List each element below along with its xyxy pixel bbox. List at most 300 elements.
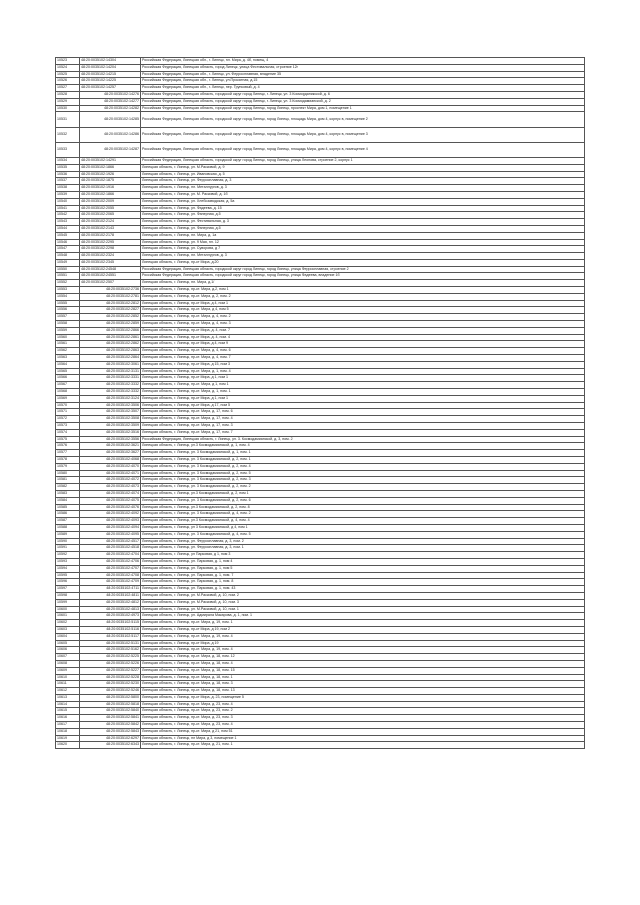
cadastral-number-cell: 48:20:0035102:4073 <box>80 484 141 491</box>
cadastral-number-cell: 48:20:0035102:1875 <box>80 178 141 185</box>
table-row <box>56 198 585 205</box>
cadastral-number-cell: 48:20:0035102:2862 <box>80 341 141 348</box>
row-number-cell: 10599 <box>56 599 80 606</box>
table-row <box>56 626 585 633</box>
row-number-cell: 10558 <box>56 321 80 328</box>
cadastral-number-cell: 48:20:0035102:2324 <box>80 253 141 260</box>
table-row <box>56 382 585 389</box>
cadastral-number-cell: 48:20:0035102:2736 <box>80 287 141 294</box>
row-number-cell: 10564 <box>56 361 80 368</box>
table-row <box>56 497 585 504</box>
cadastral-number-cell: 48:20:0035102:5227 <box>80 667 141 674</box>
address-cell: Липецкая область, г. Липецк, ул Парковая, д 1, пом 3 <box>141 552 585 559</box>
address-cell: Липецкая область, г. Липецк, пр-кт Мира, д.20 <box>141 259 585 266</box>
table-row <box>56 470 585 477</box>
cadastral-number-cell: 48:20:0035102:3627 <box>80 450 141 457</box>
row-number-cell: 10574 <box>56 429 80 436</box>
cadastral-number-cell: 48:20:0035102:2295 <box>80 239 141 246</box>
address-cell: Липецкая область, г. Липецк, пр-кт. Мира, д.2, пом 1 <box>141 287 585 294</box>
cadastral-number-cell: 48:20:0035102:14276 <box>80 91 141 98</box>
address-cell: Липецкая область, г. Липецк, ул.3 Космодамианской, д. 2, пом 1 <box>141 490 585 497</box>
address-cell: Липецкая область, г. Липецк, ул 3 Космодамианской, д 4, пом 1 <box>141 524 585 531</box>
address-cell: Российская Федерация, Липецкая область, городской округ город Липецк, город Липецк, проспект Мира, дом 1, помещение 1 <box>141 105 585 112</box>
cadastral-number-cell: 48:20:0035102:14282 <box>80 105 141 112</box>
address-cell: Российская Федерация, Липецкая область, городской округ город Липецк, город Липецк, площадь Мира, дом 4, корпус в, помещение 4 <box>141 142 585 157</box>
cadastral-number-cell: 48:20:0035102:5842 <box>80 722 141 729</box>
table-row <box>56 341 585 348</box>
row-number-cell: 10610 <box>56 674 80 681</box>
row-number-cell: 10608 <box>56 660 80 667</box>
table-row <box>56 178 585 185</box>
cadastral-number-cell: 48:20:0035102:2863 <box>80 348 141 355</box>
table-row <box>56 538 585 545</box>
row-number-cell: 10616 <box>56 715 80 722</box>
table-row <box>56 355 585 362</box>
address-cell: Липецкая область, г. Липецк, ул. Фестивальная, д. 3 <box>141 219 585 226</box>
cadastral-number-cell: 48:20:0035102:4707 <box>80 565 141 572</box>
address-cell: Липецкая область, г. Липецк, пр-кт. Мира, д. 18, пом. 4 <box>141 660 585 667</box>
row-number-cell: 10538 <box>56 185 80 192</box>
row-number-cell: 10554 <box>56 293 80 300</box>
address-cell: Липецкая область, г. Липецк, пр-кт. Мира, д 21, пом 51 <box>141 728 585 735</box>
cadastral-number-cell: 48:20:0035102:4068 <box>80 457 141 464</box>
table-row <box>56 327 585 334</box>
cadastral-number-cell: 48:20:0035102:14257 <box>80 85 141 92</box>
table-row <box>56 524 585 531</box>
table-row <box>56 361 585 368</box>
table-row <box>56 545 585 552</box>
row-number-cell: 10612 <box>56 688 80 695</box>
table-row <box>56 620 585 627</box>
row-number-cell: 10546 <box>56 239 80 246</box>
address-cell: Липецкая область, г. Липецк, пр-кт Мира, д 15, пом 3 <box>141 361 585 368</box>
address-cell: Липецкая область, г. Липецк, ул. Ферросплавная, д. 3 <box>141 178 585 185</box>
table-row <box>56 715 585 722</box>
registry-rows <box>56 58 585 749</box>
address-cell: Липецкая область, г. Липецк, ул. Фанерная, д.5 <box>141 212 585 219</box>
cadastral-number-cell: 48:20:0035102:4095 <box>80 531 141 538</box>
table-row <box>56 484 585 491</box>
row-number-cell: 10609 <box>56 667 80 674</box>
cadastral-number-cell: 48:20:0035102:2009 <box>80 198 141 205</box>
table-row <box>56 443 585 450</box>
row-number-cell: 10582 <box>56 484 80 491</box>
address-cell: Липецкая область, г. Липецк, пр-кт. Мира, д. 17, пом. 3 <box>141 423 585 430</box>
row-number-cell: 10543 <box>56 219 80 226</box>
row-number-cell: 10549 <box>56 259 80 266</box>
cadastral-number-cell: 48:20:0035102:1866 <box>80 164 141 171</box>
address-cell: Российская Федерация, Липецкая область, городской округ город Липецк, город Липецк, улица Фадеева, владение 1б <box>141 273 585 280</box>
address-cell: Липецкая область, г. Липецк, ул. Хлебозаводская, д. 5а <box>141 198 585 205</box>
table-row <box>56 647 585 654</box>
row-number-cell: 10533 <box>56 142 80 157</box>
cadastral-number-cell: 48:20:0035102:5131 <box>80 640 141 647</box>
table-row <box>56 91 585 98</box>
address-cell: Липецкая область, г. Липецк, пр-кт Мира, д 1, пом 1 <box>141 395 585 402</box>
table-row <box>56 307 585 314</box>
address-cell: Липецкая область, г. Липецк, ул. Парковая, д. 1, пом. 7 <box>141 572 585 579</box>
address-cell: Липецкая область, г. Липецк, ул. Фанерная, д.5 <box>141 225 585 232</box>
address-cell: Липецкая область, г. Липецк, пр-кт. Мира, д. 19, пом. 4 <box>141 633 585 640</box>
table-row <box>56 586 585 593</box>
address-cell: Липецкая область, г. Липецк, пр-кт Мира, д 19 <box>141 640 585 647</box>
cadastral-number-cell: 48:20:0035102:5225 <box>80 654 141 661</box>
address-cell: Липецкая область, г. Липецк, пр-кт. Мира, д. 23, пом. 3 <box>141 715 585 722</box>
table-row <box>56 565 585 572</box>
address-cell: Липецкая область, г. Липецк, ул. Суворова, д 7 <box>141 246 585 253</box>
table-row <box>56 477 585 484</box>
cadastral-number-cell: 48:20:0035102:5800 <box>80 694 141 701</box>
address-cell: Липецкая область, г. Липецк, ул. Адмирала Макарова, д. 1, пом. 1 <box>141 613 585 620</box>
cadastral-number-cell: 48:20:0035102:3332 <box>80 382 141 389</box>
cadastral-number-cell: 48:20:0035102:4094 <box>80 524 141 531</box>
address-cell: Липецкая область, г. Липецк, ул. 3 Космодамианской, д. 1, пом. 1 <box>141 450 585 457</box>
address-cell: Липецкая область, г. Липецк, пр-кт Мира, д 1, пом 1 <box>141 375 585 382</box>
table-row <box>56 246 585 253</box>
row-number-cell: 10596 <box>56 579 80 586</box>
address-cell: Российская Федерация, Липецкая область, городской округ город Липецк, город Липецк, площадь Мира, дом 4, корпус в, помещение 3 <box>141 127 585 142</box>
row-number-cell: 10570 <box>56 402 80 409</box>
row-number-cell: 10620 <box>56 742 80 749</box>
table-row <box>56 694 585 701</box>
row-number-cell: 10586 <box>56 511 80 518</box>
table-row <box>56 127 585 142</box>
row-number-cell: 10615 <box>56 708 80 715</box>
row-number-cell: 10575 <box>56 436 80 443</box>
address-cell: Липецкая область, г. Липецк, пл. Мира, д. 1а <box>141 232 585 239</box>
table-row <box>56 368 585 375</box>
row-number-cell: 10569 <box>56 395 80 402</box>
address-cell: Липецкая область, г. Липецк, пр-кт Мира, д 19, пом 2 <box>141 626 585 633</box>
address-cell: Российская Федерация, Липецкая область, город Липецк, улица Фестивальная, строение 12г <box>141 64 585 71</box>
address-cell: Российская Федерация, Липецкая область, городской округ город Липецк, г. Липецк, ул. 3 Косморданикской, д. 6 <box>141 91 585 98</box>
address-cell: Липецкая область, г. Липецк, ул. 3 Космодамианской, д. 4, пом. 5 <box>141 531 585 538</box>
table-row <box>56 105 585 112</box>
cadastral-number-cell: 48:20:0035102:4070 <box>80 463 141 470</box>
row-number-cell: 10578 <box>56 457 80 464</box>
address-cell: Липецкая область, г. Липецк, пр-кт. Мира, д 1, пом 1 <box>141 382 585 389</box>
table-row <box>56 225 585 232</box>
row-number-cell: 10567 <box>56 382 80 389</box>
table-row <box>56 112 585 127</box>
table-row <box>56 613 585 620</box>
address-cell: Липецкая область, г. Липецк, пр-кт. Мира, д 4, пом 5 <box>141 307 585 314</box>
cadastral-number-cell: 48:20:0035102:2866 <box>80 327 141 334</box>
address-cell: Липецкая область, г. Липецк, пл Мира, д 3, помещение 1 <box>141 735 585 742</box>
row-number-cell: 10532 <box>56 127 80 142</box>
row-number-cell: 10553 <box>56 287 80 294</box>
table-row <box>56 457 585 464</box>
cadastral-number-cell: 48:20:0035102:4711 <box>80 586 141 593</box>
address-cell: Липецкая область, г. Липецк, пр-кт. Мира, д. 1, пом. 1 <box>141 389 585 396</box>
row-number-cell: 10580 <box>56 470 80 477</box>
address-cell: Липецкая область, г. Липецк, ул.3 Космодамианской, д. 2, пом. 8 <box>141 504 585 511</box>
table-row <box>56 436 585 443</box>
row-number-cell: 10573 <box>56 423 80 430</box>
address-cell: Российская Федерация, Липецкая область, г. Липецк, ул. 3. Космодамианской, д. 3, пом. 2 <box>141 436 585 443</box>
table-row <box>56 348 585 355</box>
row-number-cell: 10606 <box>56 647 80 654</box>
address-cell: Липецкая область, г. Липецк, ул.3 Космодамианской, д. 4, пом. 4 <box>141 518 585 525</box>
table-row <box>56 660 585 667</box>
table-row <box>56 266 585 273</box>
address-cell: Липецкая область, г. Липецк, пр-кт. Мира, д. 19, пом. 4 <box>141 647 585 654</box>
table-row <box>56 219 585 226</box>
row-number-cell: 10571 <box>56 409 80 416</box>
address-cell: Липецкая область, г. Липецк, пр-кт. Мира, д. 19, пом. 1 <box>141 620 585 627</box>
row-number-cell: 10585 <box>56 504 80 511</box>
cadastral-number-cell: 48:20:0035102:3507 <box>80 409 141 416</box>
row-number-cell: 10559 <box>56 327 80 334</box>
row-number-cell: 10527 <box>56 85 80 92</box>
address-cell: Липецкая область, г. Липецк, ул. Парковая, д. 1, пом 5 <box>141 565 585 572</box>
cadastral-number-cell: 48:20:0035102:3131 <box>80 368 141 375</box>
cadastral-number-cell: 48:20:0035102:3509 <box>80 423 141 430</box>
table-row <box>56 552 585 559</box>
row-number-cell: 10556 <box>56 307 80 314</box>
row-number-cell: 10545 <box>56 232 80 239</box>
address-cell: Липецкая область, г. Липецк, пр-кт. Мира, д. 1, пом. 4 <box>141 368 585 375</box>
row-number-cell: 10529 <box>56 98 80 105</box>
address-cell: Липецкая область, г. Липецк, пр-кт Мира, д 17, пом 5 <box>141 402 585 409</box>
row-number-cell: 10557 <box>56 314 80 321</box>
address-cell: Липецкая область, г. Липецк, ул. 3 Космодамианской, д. 2, пом. 6 <box>141 497 585 504</box>
table-row <box>56 239 585 246</box>
cadastral-number-cell: 48:20:0035102:14225 <box>80 78 141 85</box>
row-number-cell: 10523 <box>56 58 80 65</box>
cadastral-number-cell: 48:20:0035102:4517 <box>80 538 141 545</box>
cadastral-number-cell: 48:20:0035102:2781 <box>80 293 141 300</box>
cadastral-number-cell: 48:20:0035102:1866 <box>80 191 141 198</box>
cadastral-number-cell: 48:20:0035102:4093 <box>80 518 141 525</box>
address-cell: Липецкая область, г. Липецк, ул. 3 Космодамианской, д. 2, пом. 1 <box>141 457 585 464</box>
table-row <box>56 409 585 416</box>
table-row <box>56 742 585 749</box>
row-number-cell: 10551 <box>56 273 80 280</box>
cadastral-number-cell: 48:20:0035102:5843 <box>80 728 141 735</box>
address-cell: Липецкая область, г. Липецк, пр-кт. Мира, д. 17, пом. 7 <box>141 429 585 436</box>
row-number-cell: 10605 <box>56 640 80 647</box>
row-number-cell: 10611 <box>56 681 80 688</box>
table-row <box>56 98 585 105</box>
cadastral-number-cell: 48:20:0035102:2065 <box>80 212 141 219</box>
row-number-cell: 10566 <box>56 375 80 382</box>
address-cell: Липецкая область, г. Липецк, пр-кт Мира, д 4, пом 1 <box>141 300 585 307</box>
row-number-cell: 10540 <box>56 198 80 205</box>
address-cell: Липецкая область, г. Липецк, пл. Мира, д.1/ <box>141 280 585 287</box>
address-cell: Липецкая область, г. Липецк, пр-кт Мира, д. 4, пом. 4 <box>141 334 585 341</box>
table-row <box>56 423 585 430</box>
row-number-cell: 10560 <box>56 334 80 341</box>
row-number-cell: 10604 <box>56 633 80 640</box>
address-cell: Липецкая область, г. Липецк, ул. М. Расковой, д. 1б <box>141 191 585 198</box>
address-cell: Липецкая область, г. Липецк, пр-кт. Мира, д. 17, пом. 6 <box>141 409 585 416</box>
cadastral-number-cell: 48:20:0035102:4813 <box>80 606 141 613</box>
table-row <box>56 293 585 300</box>
cadastral-number-cell: 48:20:0035102:5226 <box>80 660 141 667</box>
cadastral-number-cell: 48:20:0035102:2827 <box>80 307 141 314</box>
table-row <box>56 531 585 538</box>
cadastral-number-cell: 48:20:0035102:5840 <box>80 708 141 715</box>
table-row <box>56 171 585 178</box>
address-cell: Липецкая область, г. Липецк, пр-кт. Мира, д. 18, пом. 12 <box>141 654 585 661</box>
cadastral-number-cell: 48:20:0035102:4706 <box>80 558 141 565</box>
table-row <box>56 280 585 287</box>
table-row <box>56 599 585 606</box>
cadastral-number-cell: 48:20:0035102:6297 <box>80 735 141 742</box>
address-cell: Липецкая область, г. Липецк, ул.3 Космодамианской, д. 1, пом. 4 <box>141 443 585 450</box>
cadastral-number-cell: 48:20:0035102:4518 <box>80 545 141 552</box>
cadastral-number-cell: 48:20:0035102:1916 <box>80 185 141 192</box>
cadastral-number-cell: 48:20:0035102:14215 <box>80 71 141 78</box>
table-row <box>56 185 585 192</box>
table-row <box>56 735 585 742</box>
cadastral-number-cell: 48:20:0035102:3556 <box>80 436 141 443</box>
row-number-cell: 10537 <box>56 178 80 185</box>
table-row <box>56 85 585 92</box>
address-cell: Липецкая область, г. Липецк, ул. 3 Космодамианской, д. 2, пом. 2 <box>141 484 585 491</box>
table-row <box>56 708 585 715</box>
address-cell: Российская Федерация, Липецкая обл., г. Липецк, пл. Мира, д. 4б, помещ. 4 <box>141 58 585 65</box>
table-row <box>56 58 585 65</box>
table-row <box>56 572 585 579</box>
address-cell: Липецкая область, г. Липецк, ул. М.Расковой, д. 10, пом. 3 <box>141 599 585 606</box>
address-cell: Липецкая область, г. Липецк, ул. 3 Космодамианской, д. 2, пом. 3 <box>141 477 585 484</box>
row-number-cell: 10579 <box>56 463 80 470</box>
cadastral-number-cell: 48:20:0035102:4812 <box>80 599 141 606</box>
address-cell: Липецкая область, г. Липецк, пр-кт Мира, д. 4, пом. 7 <box>141 327 585 334</box>
cadastral-number-cell: 48:20:0035102:2124 <box>80 219 141 226</box>
address-cell: Липецкая область, г. Липецк, ул. 9 Мая, пл. 12 <box>141 239 585 246</box>
cadastral-number-cell: 48:20:0035102:5841 <box>80 715 141 722</box>
cadastral-number-cell: 48:20:0035102:24548 <box>80 266 141 273</box>
table-row <box>56 429 585 436</box>
table-row <box>56 606 585 613</box>
address-cell: Российская Федерация, Липецкая область, городской округ город Липецк, город Липецк, площадь Мира, дом 4, корпус в, помещение 2 <box>141 112 585 127</box>
cadastral-number-cell: 48:20:0035102:5818 <box>80 701 141 708</box>
row-number-cell: 10590 <box>56 538 80 545</box>
cadastral-number-cell: 48:20:0035102:4092 <box>80 511 141 518</box>
table-row <box>56 654 585 661</box>
row-number-cell: 10600 <box>56 606 80 613</box>
cadastral-number-cell: 48:20:0035102:3061 <box>80 361 141 368</box>
row-number-cell: 10525 <box>56 71 80 78</box>
table-row <box>56 164 585 171</box>
row-number-cell: 10595 <box>56 572 80 579</box>
row-number-cell: 10591 <box>56 545 80 552</box>
cadastral-number-cell: 48:20:0035102:5230 <box>80 681 141 688</box>
row-number-cell: 10541 <box>56 205 80 212</box>
row-number-cell: 10534 <box>56 157 80 164</box>
cadastral-number-cell: 48:20:0035102:14291 <box>80 157 141 164</box>
cadastral-number-cell: 48:20:0035102:14286 <box>80 127 141 142</box>
row-number-cell: 10548 <box>56 253 80 260</box>
table-row <box>56 142 585 157</box>
cadastral-number-cell: 48:20:0035102:2143 <box>80 225 141 232</box>
cadastral-number-cell: 48:20:0035102:2852 <box>80 314 141 321</box>
row-number-cell: 10576 <box>56 443 80 450</box>
cadastral-number-cell: 48:20:0035102:14285 <box>80 112 141 127</box>
registry-table <box>55 57 585 749</box>
table-row <box>56 681 585 688</box>
cadastral-number-cell: 48:20:0035102:4973 <box>80 613 141 620</box>
cadastral-number-cell: 48:20:0035102:2812 <box>80 300 141 307</box>
address-cell: Липецкая область, г. Липецк, пр-кт. Мира, д. 4, пом. 3 <box>141 321 585 328</box>
table-row <box>56 321 585 328</box>
table-row <box>56 78 585 85</box>
cadastral-number-cell: 48:20:0035102:5115 <box>80 620 141 627</box>
row-number-cell: 10535 <box>56 164 80 171</box>
address-cell: Липецкая область, г. Липецк, пр-кт. Мира, д. 23, пом. 4 <box>141 701 585 708</box>
cadastral-number-cell: 48:20:0035102:3516 <box>80 429 141 436</box>
row-number-cell: 10547 <box>56 246 80 253</box>
table-row <box>56 633 585 640</box>
cadastral-number-cell: 48:20:0035102:3506 <box>80 402 141 409</box>
row-number-cell: 10552 <box>56 280 80 287</box>
row-number-cell: 10550 <box>56 266 80 273</box>
address-cell: Липецкая область, г. Липецк, ул. Ферросплавная, д. 3, пом. 2 <box>141 538 585 545</box>
address-cell: Липецкая область, г. Липецк, ул. Фадеева, д. 15 <box>141 205 585 212</box>
address-cell: Липецкая область, г. Липецк, ул. 3 Космодамианской, д. 2, пом. 5 <box>141 470 585 477</box>
table-row <box>56 667 585 674</box>
address-cell: Липецкая область, г. Липецк, пр-кт. Мира, д. 23, пом. 2 <box>141 708 585 715</box>
cadastral-number-cell: 48:20:0035102:3124 <box>80 395 141 402</box>
cadastral-number-cell: 48:20:0035102:4075 <box>80 497 141 504</box>
address-cell: Липецкая область, г. Липецк, пл. Металлургов, д. 3 <box>141 185 585 192</box>
address-cell: Липецкая область, г. Липецк, пр-кт Мира, д 4, пом 9 <box>141 341 585 348</box>
row-number-cell: 10555 <box>56 300 80 307</box>
table-row <box>56 64 585 71</box>
cadastral-number-cell: 48:20:0035102:2055 <box>80 205 141 212</box>
row-number-cell: 10598 <box>56 592 80 599</box>
row-number-cell: 10594 <box>56 565 80 572</box>
address-cell: Липецкая область, г. Липецк, пр-кт. Мира, д. 18, пом. 13 <box>141 688 585 695</box>
table-row <box>56 191 585 198</box>
row-number-cell: 10562 <box>56 348 80 355</box>
row-number-cell: 10584 <box>56 497 80 504</box>
cadastral-number-cell: 48:20:0035102:5117 <box>80 633 141 640</box>
address-cell: Липецкая область, г. Липецк, ул. М.Расковой, д. 10, пом. 1 <box>141 606 585 613</box>
cadastral-number-cell: 48:20:0035102:4074 <box>80 490 141 497</box>
cadastral-number-cell: 48:20:0035102:14277 <box>80 98 141 105</box>
table-row <box>56 212 585 219</box>
row-number-cell: 10589 <box>56 531 80 538</box>
table-row <box>56 71 585 78</box>
cadastral-number-cell: 48:20:0035102:14287 <box>80 142 141 157</box>
cadastral-number-cell: 48:20:0035102:4811 <box>80 592 141 599</box>
address-cell: Липецкая область, г. Липецк, ул. Ивановская, д. 5 <box>141 171 585 178</box>
table-row <box>56 722 585 729</box>
address-cell: Липецкая область, г. Липецк, пр-кт. Мира, д. 17, пом. 4 <box>141 416 585 423</box>
row-number-cell: 10542 <box>56 212 80 219</box>
cadastral-number-cell: 48:20:0035102:14304 <box>80 58 141 65</box>
row-number-cell: 10602 <box>56 620 80 627</box>
cadastral-number-cell: 48:20:0035102:2345 <box>80 259 141 266</box>
table-row <box>56 701 585 708</box>
row-number-cell: 10536 <box>56 171 80 178</box>
row-number-cell: 10539 <box>56 191 80 198</box>
table-row <box>56 463 585 470</box>
address-cell: Липецкая область, г. Липецк, ул. 3 Космодамианской, д. 2, пом. 4 <box>141 463 585 470</box>
row-number-cell: 10619 <box>56 735 80 742</box>
address-cell: Липецкая область, г. Липецк, пл. Металлургов, д. 3 <box>141 253 585 260</box>
address-cell: Липецкая область, г. Липецк, пр-кт. Мира, д. 18, пом. 3 <box>141 681 585 688</box>
address-cell: Липецкая область, г. Липецк, ул. Парковая, д. 1, пом. 8 <box>141 579 585 586</box>
cadastral-number-cell: 48:20:0035102:2507 <box>80 280 141 287</box>
address-cell: Липецкая область, г. Липецк, пр-кт. Мира, д. 23, пом. 4 <box>141 722 585 729</box>
address-cell: Российская Федерация, Липецкая область, городской округ город Липецк, город Липецк, улица Ферросплавная, строение 2 <box>141 266 585 273</box>
row-number-cell: 10592 <box>56 552 80 559</box>
